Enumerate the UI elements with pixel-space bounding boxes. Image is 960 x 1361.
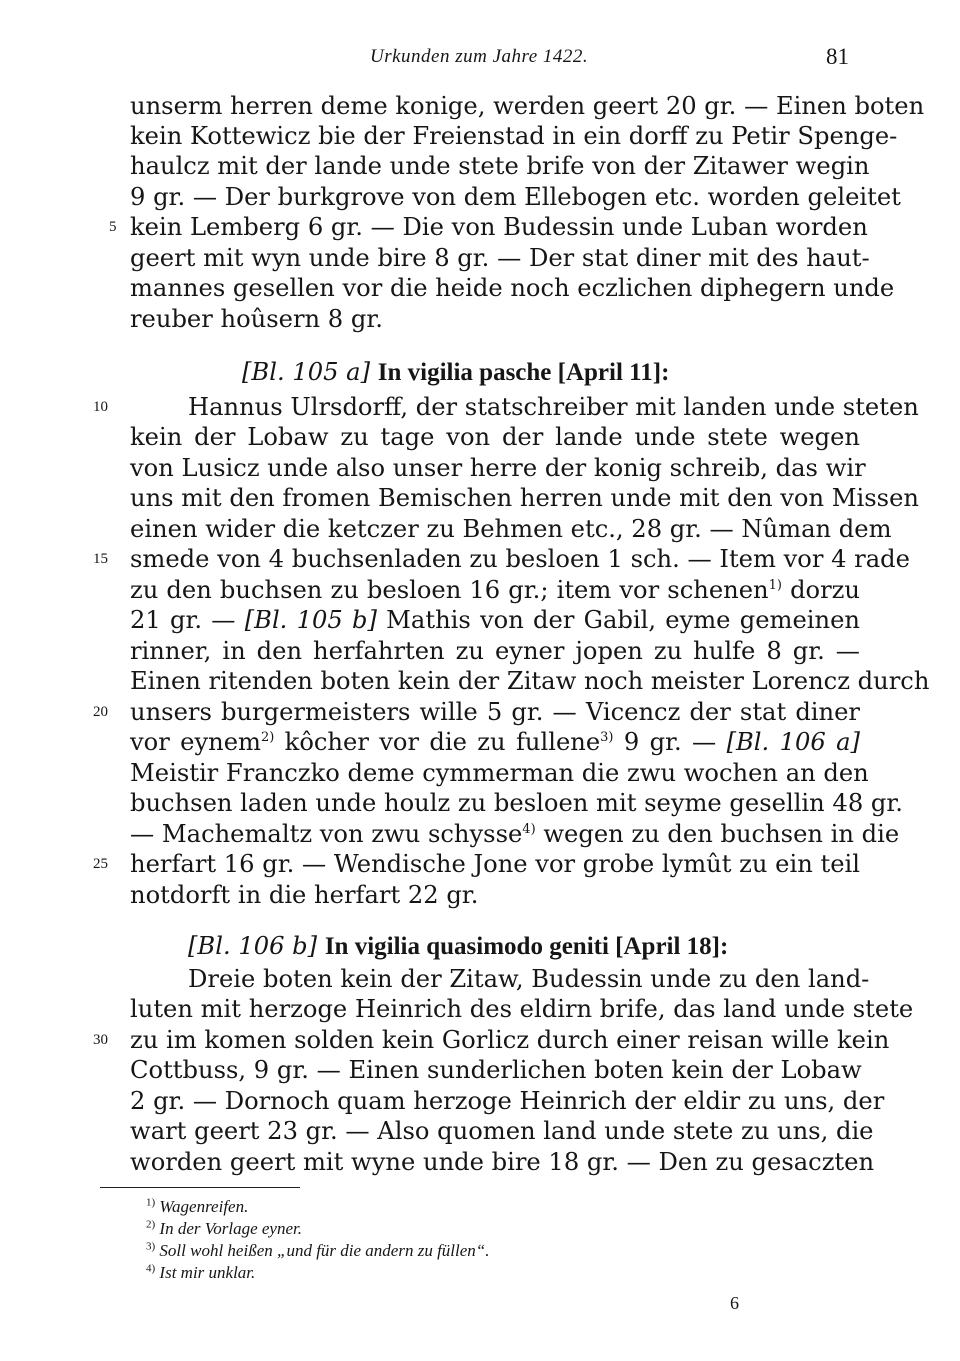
text-line — [130, 605, 860, 635]
section-heading — [188, 931, 802, 962]
footnote-mark: 3) — [146, 1240, 156, 1253]
footnote-mark: 2) — [146, 1218, 156, 1231]
text-segment: kôcher vor die zu fullene — [284, 728, 601, 756]
footnote-text: Wagenreifen. — [159, 1197, 249, 1216]
folio-reference: [Bl. 105 a] — [242, 358, 371, 386]
text-segment: Mathis von der Gabil, eyme gemeinen — [386, 606, 860, 634]
text-line: 2 gr. — Dornoch quam herzoge Heinrich der eldir zu uns, der — [130, 1087, 885, 1115]
text-segment: wegen zu den buchsen in die — [543, 820, 900, 848]
text-line — [130, 819, 900, 849]
text-line: geert mit wyn unde bire 8 gr. — Der stat diner mit des haut- — [130, 244, 870, 272]
footnote — [146, 1196, 248, 1217]
footnote-rule — [100, 1187, 300, 1188]
folio-reference: [Bl. 106 a] — [726, 728, 860, 756]
page-number: 81 — [826, 44, 849, 69]
line-number: 20 — [93, 704, 108, 720]
text-segment: — Machemaltz von zwu schysse — [130, 820, 523, 848]
text-line: Einen ritenden boten kein der Zitaw noch meister Lorencz durch — [130, 667, 930, 695]
text-line: uns mit den fromen Bemischen herren unde mit den von Missen — [130, 484, 919, 512]
text-line: notdorft in die herfart 22 gr. — [130, 881, 479, 909]
text-line: wart geert 23 gr. — Also quomen land unde stete zu uns, die — [130, 1117, 874, 1145]
text-line: buchsen laden unde houlz zu besloen mit seyme gesellin 48 gr. — [130, 789, 903, 817]
text-line: smede von 4 buchsenladen zu besloen 1 sch. — Item vor 4 rade — [130, 545, 910, 573]
footnote-mark: 4) — [522, 821, 536, 837]
footnote-text: In der Vorlage eyner. — [159, 1219, 302, 1238]
folio-reference: [Bl. 105 b] — [244, 606, 377, 634]
running-title: Urkunden zum Jahre 1422. — [370, 46, 589, 67]
footnote-mark: 3) — [600, 729, 614, 745]
text-line: herfart 16 gr. — Wendische Jone vor grobe lymût zu ein teil — [130, 850, 861, 878]
text-line: mannes gesellen vor die heide noch eczlichen diphegern unde — [130, 274, 895, 302]
footnote — [146, 1218, 302, 1239]
text-segment: 9 gr. — — [623, 728, 717, 756]
footnote-mark: 1) — [146, 1196, 156, 1209]
text-line: unserm herren deme konige, werden geert 20 gr. — Einen boten — [130, 92, 925, 120]
text-line: haulcz mit der lande unde stete brife von der Zitawer wegin — [130, 152, 870, 180]
text-line: Meistir Franczko deme cymmerman die zwu wochen an den — [130, 759, 869, 787]
section-heading — [242, 357, 802, 388]
printer-signature: 6 — [730, 1293, 739, 1313]
text-line: kein Lemberg 6 gr. — Die von Budessin unde Luban worden — [130, 213, 868, 241]
footnote-mark: 2) — [260, 729, 275, 745]
text-line: Cottbuss, 9 gr. — Einen sunderlichen boten kein der Lobaw — [130, 1056, 862, 1084]
text-segment: dorzu — [790, 576, 860, 604]
text-line: unsers burgermeisters wille 5 gr. — Vicencz der stat diner — [130, 698, 860, 726]
running-head — [0, 44, 960, 74]
text-line: kein Kottewicz bie der Freienstad in ein dorff zu Petir Spenge- — [130, 122, 898, 150]
text-line: worden geert mit wyne unde bire 18 gr. — Den zu gesaczten — [130, 1148, 875, 1176]
text-line — [130, 575, 860, 605]
text-line — [130, 727, 860, 757]
heading-text: In vigilia pasche [April 11]: — [377, 359, 670, 386]
text-segment: zu den buchsen zu besloen 16 gr.; item vor schenen — [130, 576, 769, 604]
text-line: kein der Lobaw zu tage von der lande unde stete wegen — [130, 423, 860, 451]
footnote-text: Soll wohl heißen „und für die andern zu füllen“. — [159, 1241, 490, 1260]
line-number: 25 — [93, 856, 108, 872]
footnote-mark: 4) — [146, 1262, 156, 1275]
footnote-mark: 1) — [768, 577, 782, 593]
text-segment: vor eynem — [130, 728, 261, 756]
text-line: einen wider die ketczer zu Behmen etc., 28 gr. — Nûman dem — [130, 515, 892, 543]
line-number: 10 — [93, 399, 108, 415]
line-number: 15 — [93, 551, 108, 567]
text-line: luten mit herzoge Heinrich des eldirn brife, das land unde stete — [130, 995, 914, 1023]
text-line: 9 gr. — Der burkgrove von dem Ellebogen etc. worden geleitet — [130, 183, 901, 211]
text-line: reuber hoûsern 8 gr. — [130, 305, 383, 333]
text-line: Hannus Ulrsdorff, der statschreiber mit landen unde steten — [188, 393, 919, 421]
footnote-text: Ist mir unklar. — [159, 1263, 256, 1282]
footnote — [146, 1240, 490, 1261]
footnote — [146, 1262, 255, 1283]
text-line: von Lusicz unde also unser herre der konig schreib, das wir — [130, 454, 866, 482]
text-line: zu im komen solden kein Gorlicz durch einer reisan wille kein — [130, 1026, 890, 1054]
text-line: rinner, in den herfahrten zu eyner jopen zu hulfe 8 gr. — — [130, 637, 860, 665]
folio-reference: [Bl. 106 b] — [188, 932, 318, 960]
line-number: 5 — [109, 219, 117, 235]
text-line: Dreie boten kein der Zitaw, Budessin unde zu den land- — [188, 965, 870, 993]
text-segment: 21 gr. — — [130, 606, 236, 634]
heading-text: In vigilia quasimodo geniti [April 18]: — [324, 933, 729, 960]
line-number: 30 — [93, 1032, 108, 1048]
